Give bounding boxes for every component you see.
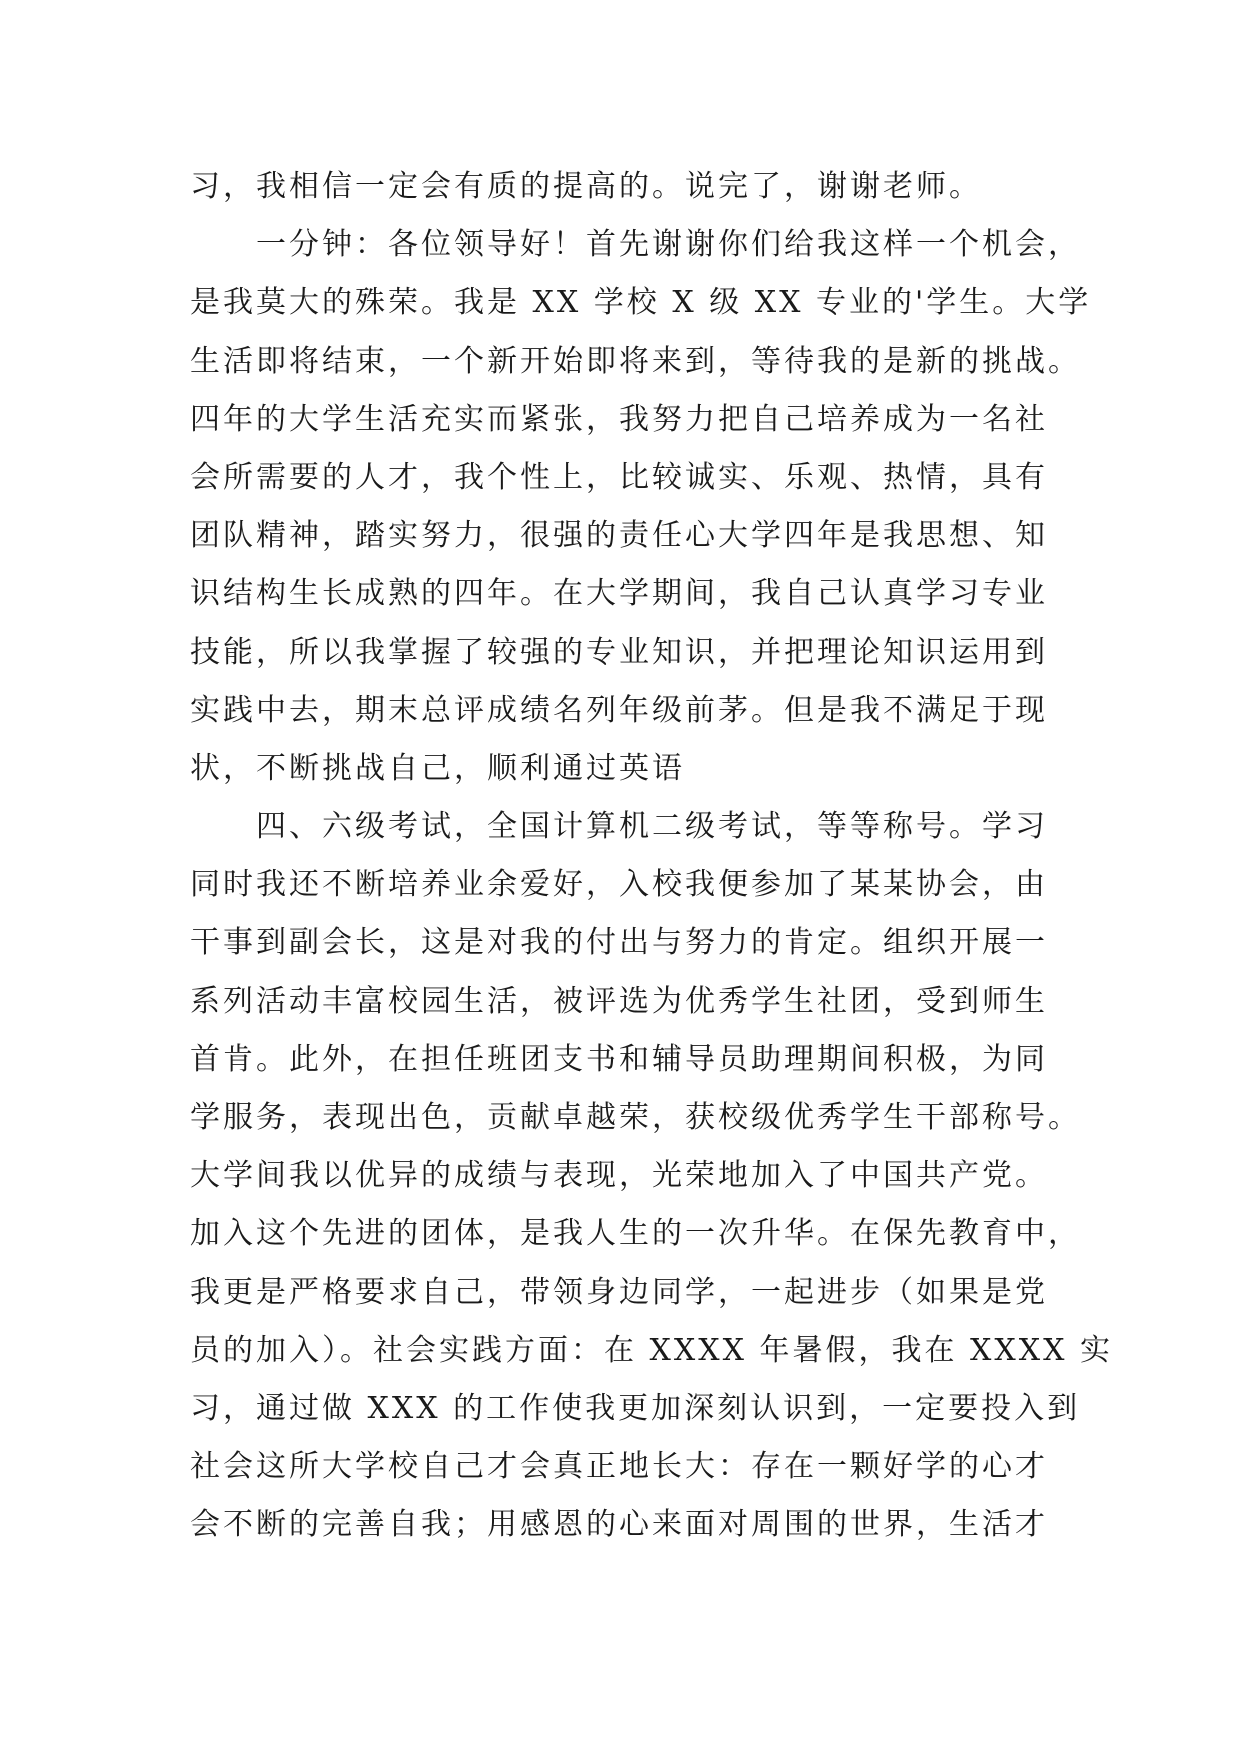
text-line: 习，我相信一定会有质的提高的。说完了，谢谢老师。 — [190, 169, 982, 204]
text-line: 学服务，表现出色，贡献卓越荣，获校级优秀学生干部称号。 — [190, 1100, 1081, 1135]
text-line: 同时我还不断培养业余爱好，入校我便参加了某某协会，由 — [190, 867, 1048, 903]
text-line: 习，通过做 XXX 的工作使我更加深刻认识到，一定要投入到 — [190, 1390, 1081, 1426]
text-line: 四、六级考试，全国计算机二级考试，等等称号。学习 — [256, 809, 1048, 845]
text-line: 员的加入）。社会实践方面：在 XXXX 年暑假，我在 XXXX 实 — [190, 1332, 1114, 1368]
document-body — [190, 158, 1114, 1555]
text-line: 状，不断挑战自己，顺利通过英语 — [190, 750, 685, 786]
text-line: 我更是严格要求自己，带领身边同学，一起进步（如果是党 — [190, 1274, 1048, 1310]
text-line: 团队精神，踏实努力，很强的责任心大学四年是我思想、知 — [190, 518, 1048, 554]
text-line: 识结构生长成熟的四年。在大学期间，我自己认真学习专业 — [190, 576, 1048, 612]
text-line: 实践中去，期末总评成绩名列年级前茅。但是我不满足于现 — [190, 692, 1048, 728]
text-line: 系列活动丰富校园生活，被评选为优秀学生社团，受到师生 — [190, 983, 1048, 1019]
text-line: 会所需要的人才，我个性上，比较诚实、乐观、热情，具有 — [190, 459, 1048, 495]
text-line: 是我莫大的殊荣。我是 XX 学校 X 级 XX 专业的'学生。大学 — [190, 285, 1092, 321]
text-line: 社会这所大学校自己才会真正地长大：存在一颗好学的心才 — [190, 1449, 1048, 1485]
text-line: 四年的大学生活充实而紧张，我努力把自己培养成为一名社 — [190, 401, 1048, 437]
text-line: 一分钟：各位领导好！首先谢谢你们给我这样一个机会， — [256, 227, 1081, 263]
text-line: 大学间我以优异的成绩与表现，光荣地加入了中国共产党。 — [190, 1158, 1048, 1194]
text-line: 技能，所以我掌握了较强的专业知识，并把理论知识运用到 — [190, 634, 1048, 670]
text-line: 首肯。此外，在担任班团支书和辅导员助理期间积极，为同 — [190, 1041, 1048, 1077]
text-line: 会不断的完善自我；用感恩的心来面对周围的世界，生活才 — [190, 1507, 1048, 1543]
text-line: 生活即将结束，一个新开始即将来到，等待我的是新的挑战。 — [190, 343, 1081, 379]
text-line: 加入这个先进的团体，是我人生的一次升华。在保先教育中， — [190, 1216, 1081, 1252]
text-line: 干事到副会长，这是对我的付出与努力的肯定。组织开展一 — [190, 925, 1048, 961]
